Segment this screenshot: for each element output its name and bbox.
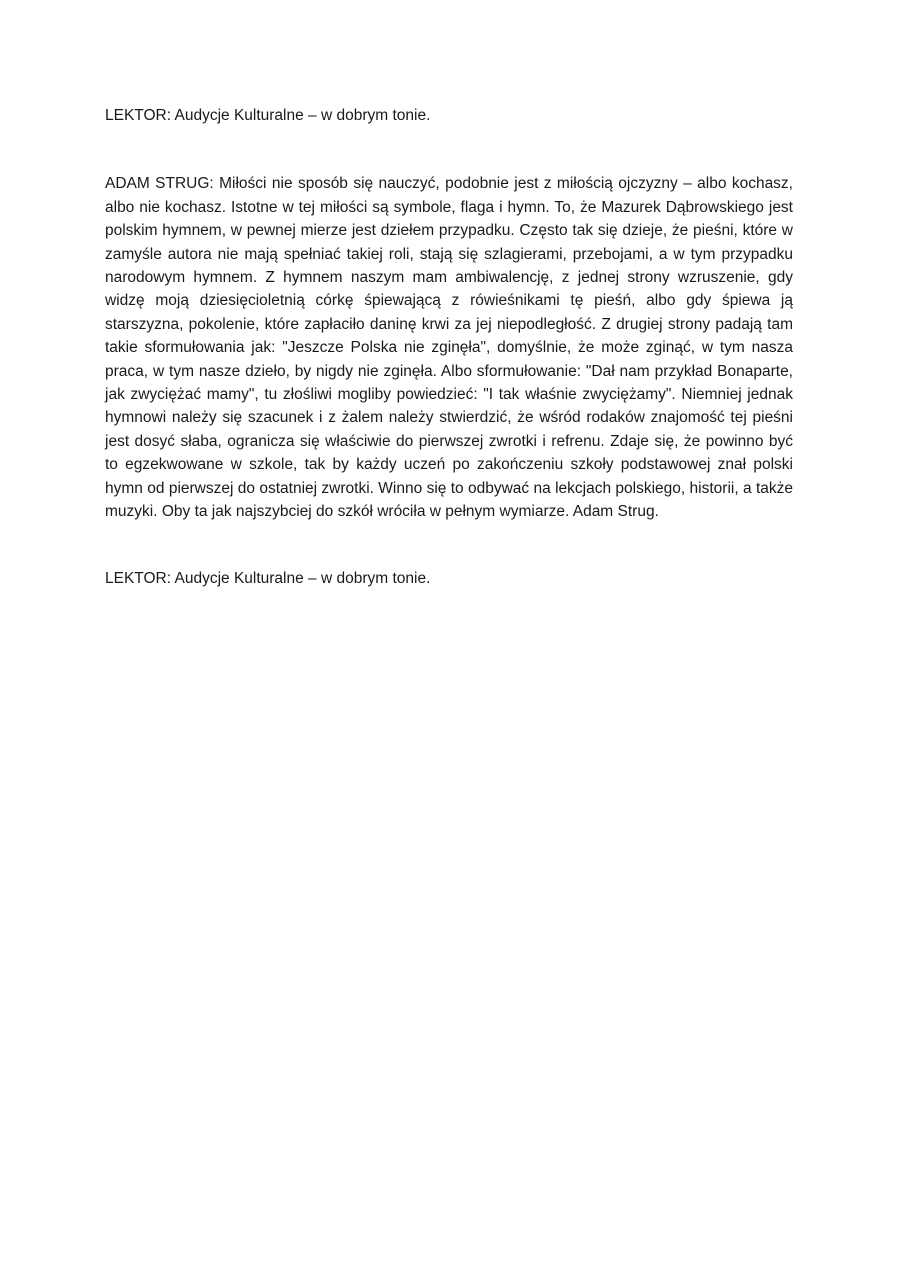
lektor-line-bottom: LEKTOR: Audycje Kulturalne – w dobrym tonie.: [105, 569, 431, 587]
lektor-line-top: LEKTOR: Audycje Kulturalne – w dobrym tonie.: [105, 107, 431, 124]
transcript-paragraph: ADAM STRUG: Miłości nie sposób się nauczyć, podobnie jest z miłością ojczyzny – albo kochasz, albo nie kochasz. Istotne w tej miłości są symbole, flaga i hymn. To, że Mazurek Dąbrowskiego jest polskim hymnem, w pewnej mierze jest dziełem przypadku. Często tak się dzieje, że pieśni, które w zamyśle autora nie mają spełniać takiej roli, stają się szlagierami, przebojami, a w tym przypadku narodowym hymnem. Z hymnem naszym mam ambiwalencję, z jednej strony wzruszenie, gdy widzę moją dziesięcioletnią córkę śpiewającą z rówieśnikami tę pieśń, albo gdy śpiewa ją starszyzna, pokolenie, które zapłaciło daninę krwi za jej niepodległość. Z drugiej strony padają tam takie sformułowania jak: "Jeszcze Polska nie zginęła", domyślnie, że może zginąć, w tym nasza praca, w tym nasze dzieło, by nigdy nie zginęła. Albo sformułowanie: "Dał nam przykład Bonaparte, jak zwyciężać mamy", tu złośliwi mogliby powiedzieć: "I tak właśnie zwyciężamy". Niemniej jednak hymnowi należy się szacunek i z żalem należy stwierdzić, że wśród rodaków znajomość tej pieśni jest dosyć słaba, ogranicza się właściwie do pierwszej zwrotki i refrenu. Zdaje się, że powinno być to egzekwowane w szkole, tak by każdy uczeń po zakończeniu szkoły podstawowej znał polski hymn od pierwszej do ostatniej zwrotki. Winno się to odbywać na lekcjach polskiego, historii, a także muzyki. Oby ta jak najszybciej do szkół wróciła w pełnym wymiarze. Adam Strug.: [105, 175, 793, 521]
